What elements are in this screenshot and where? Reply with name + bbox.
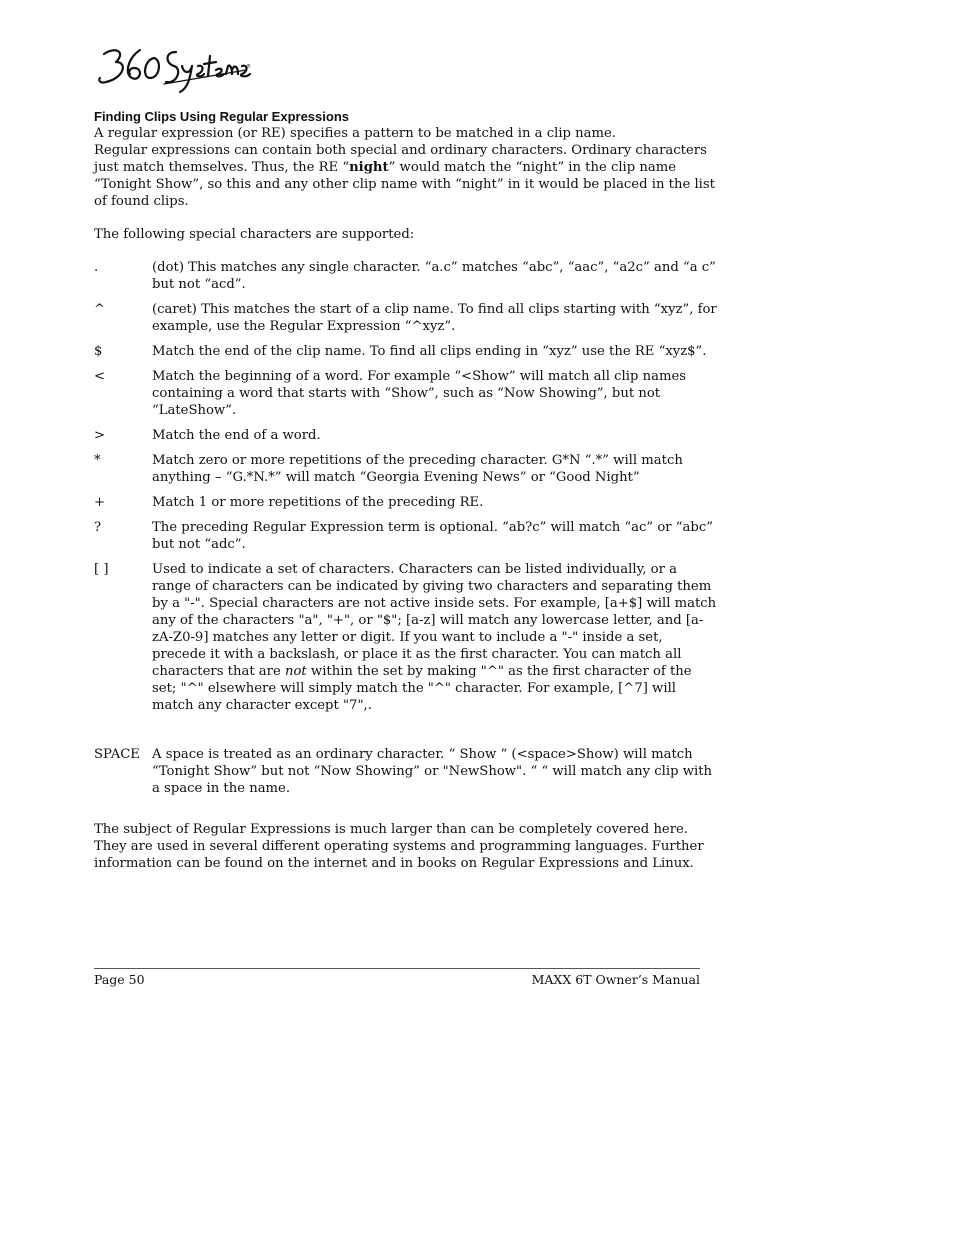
intro-text-a: Regular expressions can contain both special and ordinary characters. Ordinary characters just match themselves. Thus, the RE “	[94, 143, 707, 175]
closing-paragraph: The subject of Regular Expressions is much larger than can be completely covered here. They are used in several different operating systems and programming languages. Further information can be found on the internet and in books on Regular Expressions and Linux.	[94, 822, 704, 871]
definition-list	[94, 259, 718, 797]
def-row-less-than	[94, 368, 718, 419]
svg-text:®: ®	[246, 64, 251, 70]
def-row-plus	[94, 494, 718, 511]
supported-intro: The following special characters are supported:	[94, 227, 415, 242]
def-desc: A space is treated as an ordinary character. “ Show “ (<space>Show) will match “Tonight Show” but not “Now Showing” or "NewShow". “ “ will match any clip with a space in the name.	[152, 747, 712, 796]
def-row-dollar	[94, 343, 718, 360]
def-desc: Match the end of a word.	[152, 428, 321, 443]
def-term: <	[94, 369, 106, 384]
def-term: >	[94, 428, 106, 443]
def-row-question	[94, 519, 718, 553]
def-term: [ ]	[94, 562, 109, 577]
def-desc: Match 1 or more repetitions of the preceding RE.	[152, 495, 484, 510]
intro-text-b: ” would match the “night” in the clip name “Tonight Show”, so this and any other clip name with “night” in it would be placed in the list of found clips.	[94, 160, 715, 209]
def-desc: (dot) This matches any single character. “a.c” matches “abc”, “aac”, “a2c” and “a c” but not “acd”.	[152, 260, 716, 292]
brackets-italic-not: not	[284, 664, 307, 679]
def-term: $	[94, 344, 103, 359]
manual-title: MAXX 6T Owner’s Manual	[531, 972, 700, 987]
def-row-dot	[94, 259, 718, 293]
company-logo	[94, 44, 254, 96]
footer-rule	[94, 968, 700, 969]
brackets-text-a: Used to indicate a set of characters. Characters can be listed individually, or a range of characters can be indicated by giving two characters and separating them by a "-". Special characters are not active inside sets. For example, [a+$] will match any of the characters "a", "+", or "$"; [a-z] will match any lowercase letter, and [a-zA-Z0-9] matches any letter or digit. If you want to include a "-" inside a set, precede it with a backslash, or place it as the first character. You can match all characters that are	[152, 562, 717, 679]
def-row-greater-than	[94, 427, 718, 444]
def-term: .	[94, 260, 99, 275]
page-content	[94, 108, 718, 872]
page-number: Page 50	[94, 972, 145, 987]
def-term: ^	[94, 302, 106, 317]
def-row-space	[94, 746, 718, 797]
def-desc: Match the beginning of a word. For example “<Show” will match all clip names containing a word that starts with “Show”, such as “Now Showing”, but not “LateShow”.	[152, 369, 687, 418]
intro-line: A regular expression (or RE) specifies a pattern to be matched in a clip name.	[94, 126, 617, 141]
def-term: *	[94, 453, 101, 468]
def-desc: Match the end of the clip name. To find all clips ending in “xyz” use the RE “xyz$”.	[152, 344, 707, 359]
brackets-text-b: within the set by making "^" as the first character of the set; "^" elsewhere will simply match the "^" character. For example, [^7] will match any character except "7",.	[152, 664, 692, 713]
def-term: SPACE	[94, 747, 140, 762]
def-desc: (caret) This matches the start of a clip name. To find all clips starting with “xyz”, for example, use the Regular Expression “^xyz”.	[152, 302, 717, 334]
def-desc: Match zero or more repetitions of the preceding character. G*N “.*” will match anything – “G.*N.*” will match “Georgia Evening News” or “Good Night”	[152, 453, 683, 485]
def-row-asterisk	[94, 452, 718, 486]
def-term: +	[94, 495, 106, 510]
def-desc	[152, 561, 718, 714]
section-heading: Finding Clips Using Regular Expressions	[94, 109, 349, 124]
intro-paragraph	[94, 142, 718, 210]
def-row-caret	[94, 301, 718, 335]
def-desc: The preceding Regular Expression term is optional. “ab?c” will match “ac” or “abc” but not “adc”.	[152, 520, 713, 552]
def-row-brackets	[94, 561, 718, 714]
def-term: ?	[94, 520, 102, 535]
intro-bold-night: night	[349, 160, 389, 175]
